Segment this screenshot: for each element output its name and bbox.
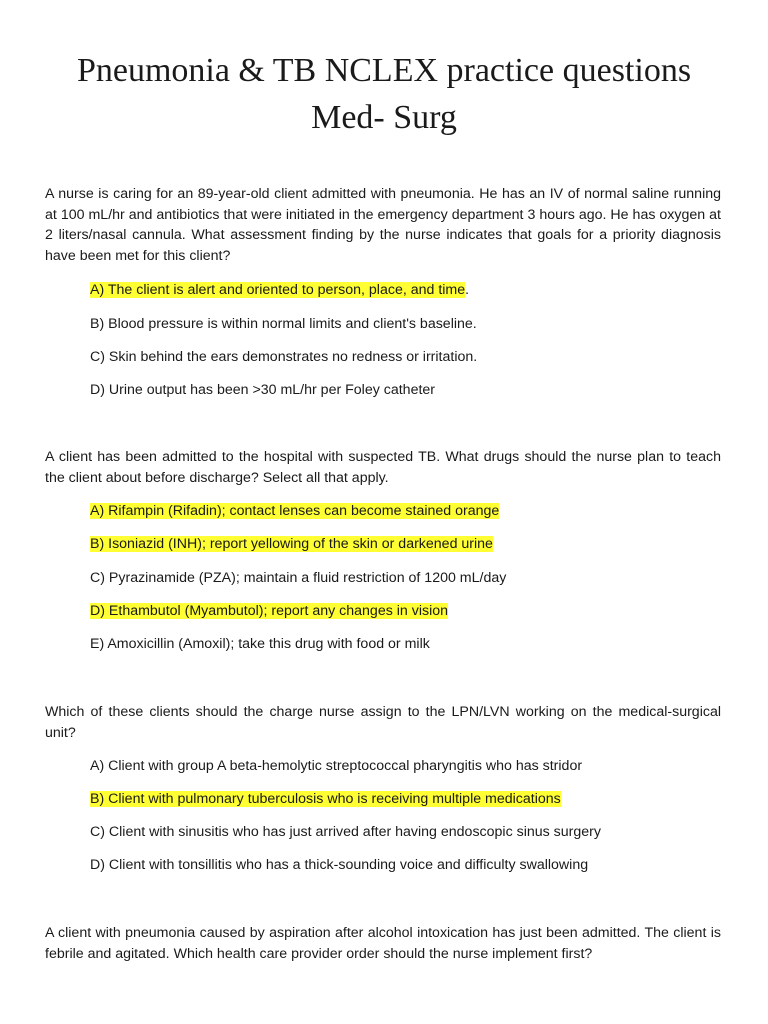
question-3-option-d: D) Client with tonsillitis who has a thick-sounding voice and difficulty swallowing [90, 857, 589, 873]
question-1-option-d: D) Urine output has been >30 mL/hr per Foley catheter [90, 382, 436, 398]
question-3-text: Which of these clients should the charge nurse assign to the LPN/LVN working on the medical-surgical unit? [45, 704, 721, 741]
answer-highlight: D) Ethambutol (Myambutol); report any changes in vision [90, 603, 448, 619]
question-2-option-e: E) Amoxicillin (Amoxil); take this drug with food or milk [90, 636, 430, 652]
answer-highlight: A) The client is alert and oriented to person, place, and time [90, 282, 466, 298]
question-3-option-a: A) Client with group A beta-hemolytic streptococcal pharyngitis who has stridor [90, 758, 583, 774]
answer-highlight: B) Client with pulmonary tuberculosis who is receiving multiple medications [90, 791, 561, 807]
question-2-option-d [90, 601, 448, 621]
question-2-option-a [90, 501, 499, 521]
question-3-option-b [90, 789, 561, 809]
question-1-option-a [90, 280, 469, 300]
question-2-text: A client has been admitted to the hospital with suspected TB. What drugs should the nurse plan to teach the client about before discharge? Select all that apply. [45, 449, 721, 486]
question-1-text: A nurse is caring for an 89-year-old client admitted with pneumonia. He has an IV of normal saline running at 100 mL/hr and antibiotics that were initiated in the emergency department 3 hours ago. He has oxygen at 2 liters/nasal cannula. What assessment finding by the nurse indicates that goals for a priority diagnosis have been met for this client? [45, 186, 721, 265]
question-2-option-b [90, 534, 493, 554]
answer-highlight: A) Rifampin (Rifadin); contact lenses can become stained orange [90, 503, 500, 519]
question-1-option-c: C) Skin behind the ears demonstrates no redness or irritation. [90, 349, 478, 365]
option-trailing-text: . [465, 282, 470, 298]
question-2-option-c: C) Pyrazinamide (PZA); maintain a fluid restriction of 1200 mL/day [90, 570, 507, 586]
question-3-option-c: C) Client with sinusitis who has just arrived after having endoscopic sinus surgery [90, 824, 601, 840]
answer-highlight: B) Isoniazid (INH); report yellowing of the skin or darkened urine [90, 536, 493, 552]
page-subtitle: Med- Surg [311, 99, 457, 136]
page-title: Pneumonia & TB NCLEX practice questions [76, 52, 692, 89]
question-4-text: A client with pneumonia caused by aspiration after alcohol intoxication has just been admitted. The client is febrile and agitated. Which health care provider order should the nurse implement first? [45, 925, 721, 962]
question-1-option-b: B) Blood pressure is within normal limits and client's baseline. [90, 316, 477, 332]
